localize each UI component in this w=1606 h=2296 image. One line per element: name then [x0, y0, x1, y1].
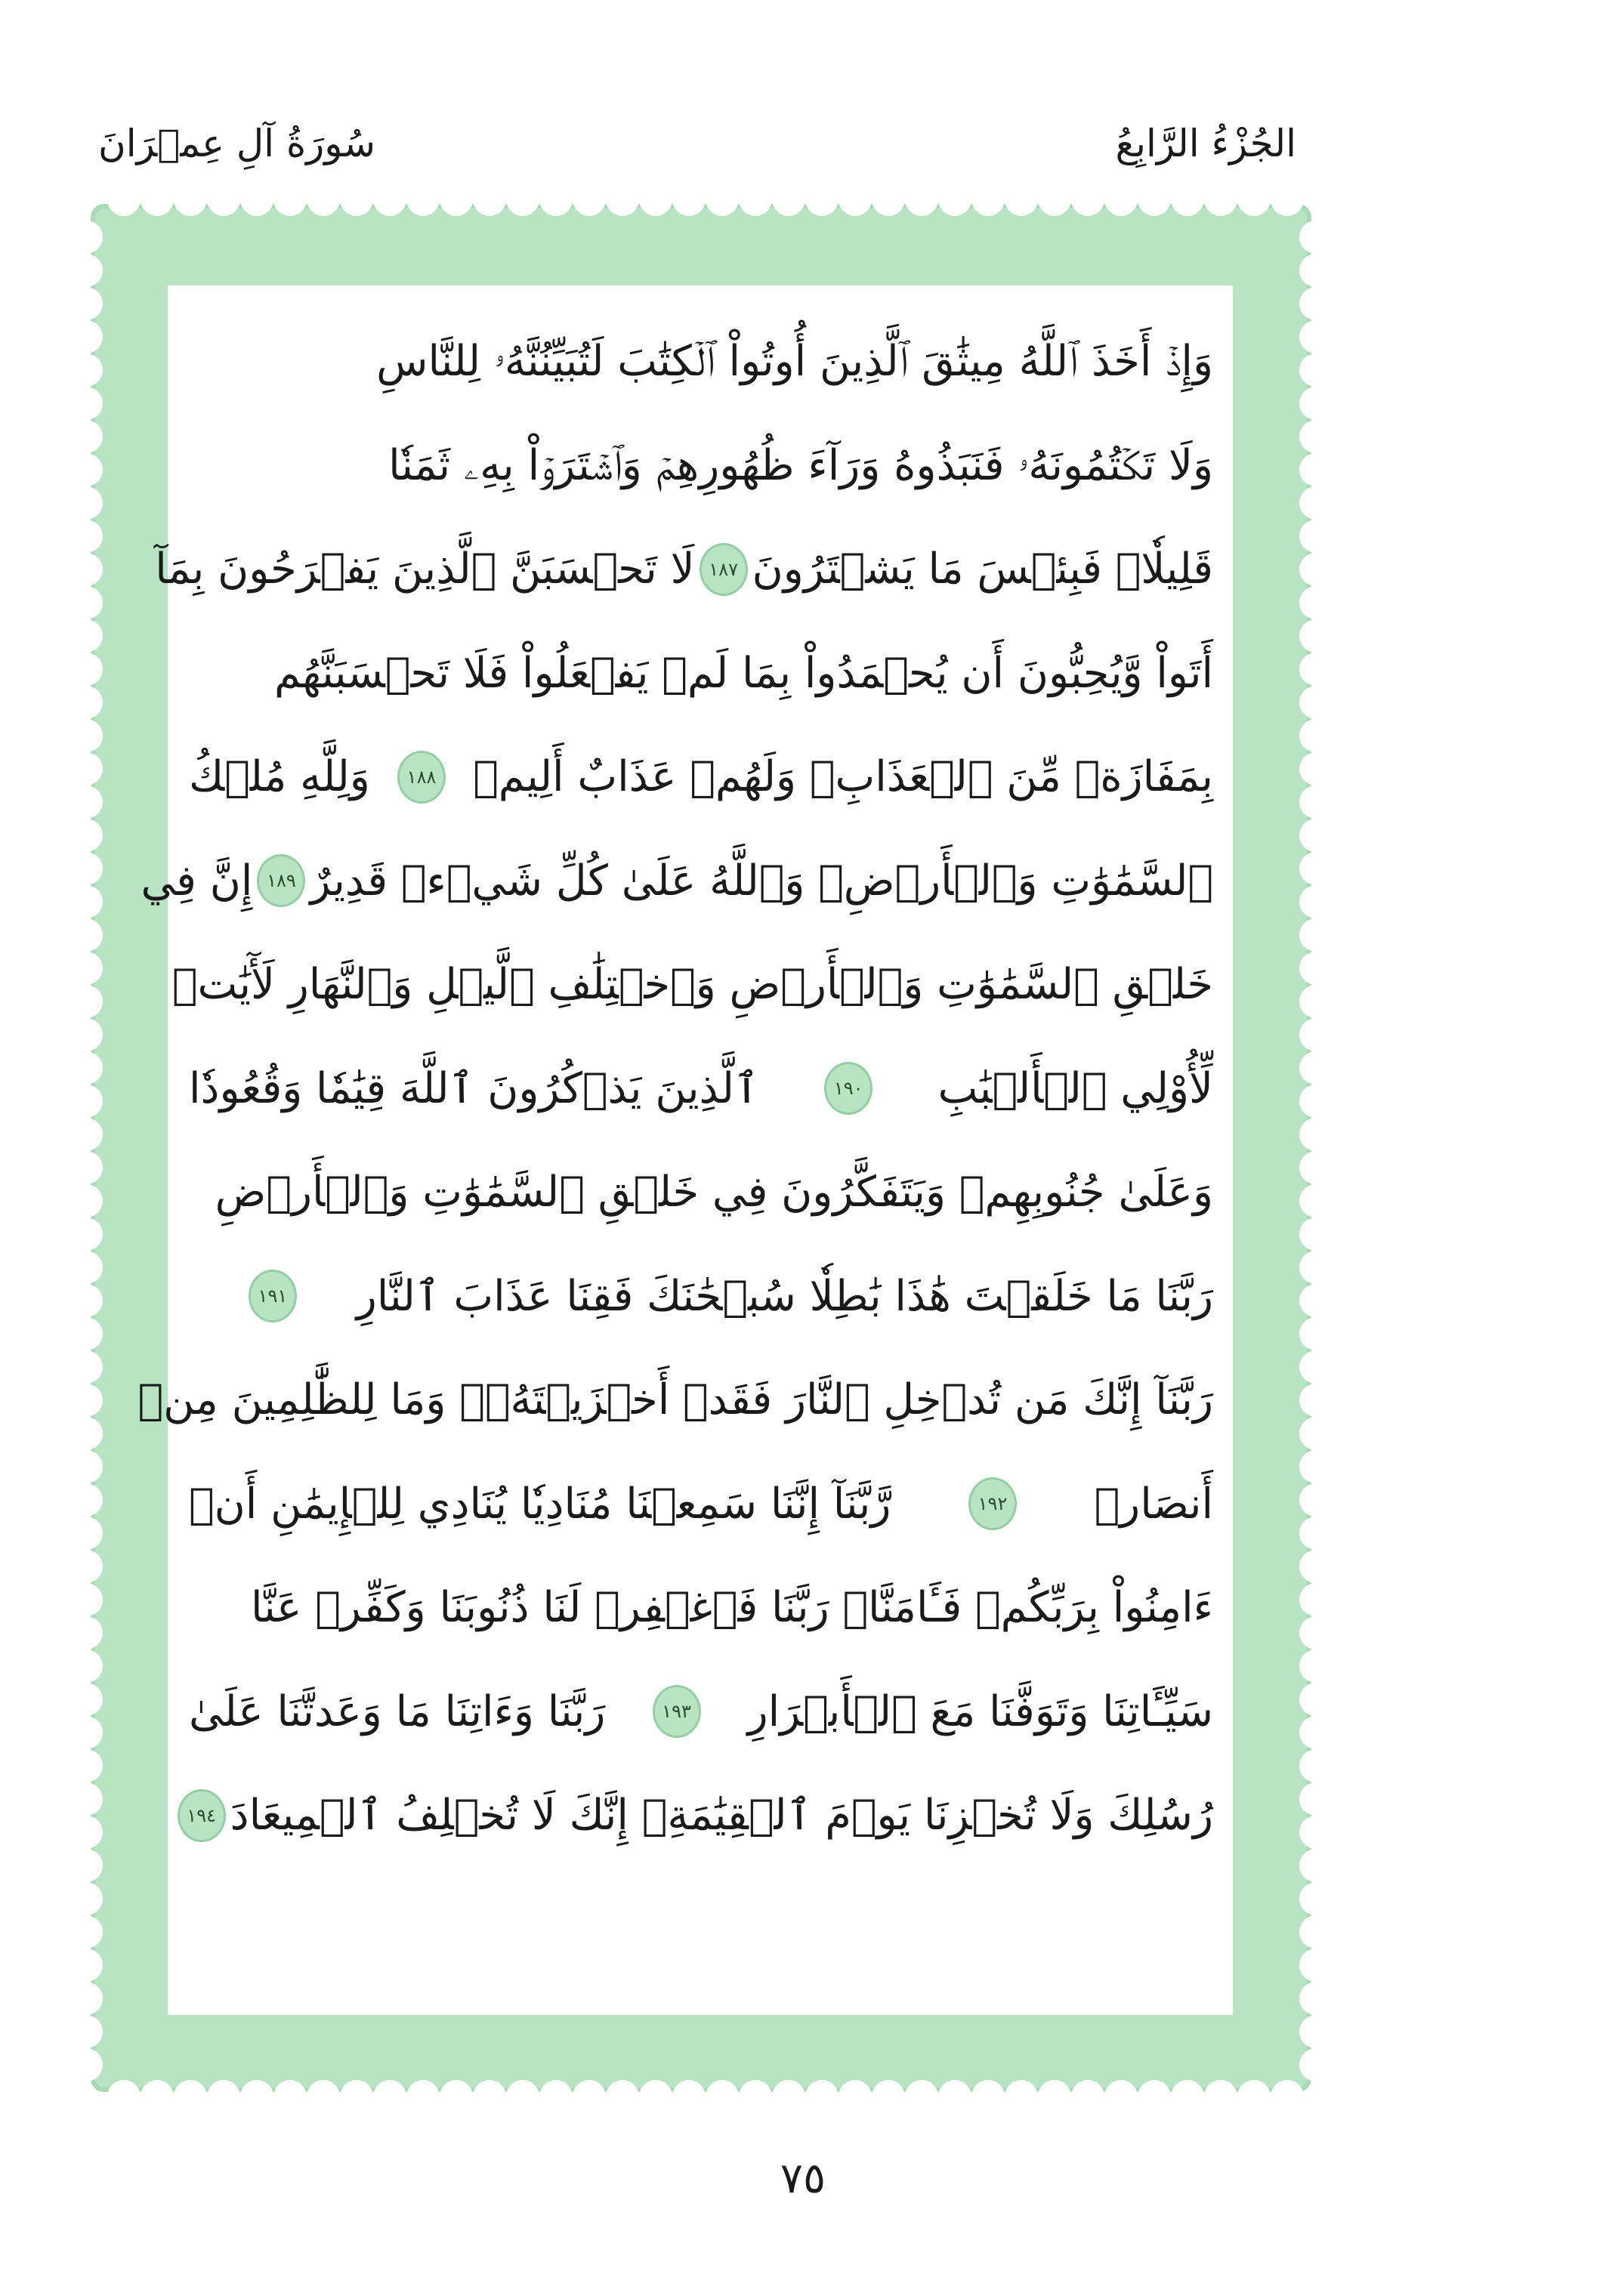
verse-text: رَبَّنَآ إِنَّكَ مَن تُدۡخِلِ ٱلنَّارَ فَقَدۡ أَخۡزَيۡتَهُۥۖ وَمَا لِلظَّٰلِمِينَ مِنۡ [137, 1375, 1213, 1424]
verse-text: سَيِّـَٔاتِنَا وَتَوَفَّنَا مَعَ ٱلۡأَبۡرَارِ [747, 1687, 1213, 1736]
verse-line [137, 1348, 1213, 1452]
ayah-number-marker: ١٩٠ [824, 1062, 872, 1115]
verse-text: رُسُلِكَ وَلَا تُخۡزِنَا يَوۡمَ ٱلۡقِيَٰمَةِۖ إِنَّكَ لَا تُخۡلِفُ ٱلۡمِيعَادَ [230, 1791, 1213, 1840]
verse-text: أَتَواْ وَّيُحِبُّونَ أَن يُحۡمَدُواْ بِمَا لَمۡ يَفۡعَلُواْ فَلَا تَحۡسَبَنَّهُم [273, 648, 1213, 698]
verse-line [189, 414, 1213, 518]
verse-text: وَعَلَىٰ جُنُوبِهِمۡ وَيَتَفَكَّرُونَ فِي خَلۡقِ ٱلسَّمَٰوَٰتِ وَٱلۡأَرۡضِ [215, 1168, 1213, 1217]
verse-text: ٱلسَّمَٰوَٰتِ وَٱلۡأَرۡضِۗ وَٱللَّهُ عَلَىٰ كُلِّ شَيۡءٖ قَدِيرٌ [310, 856, 1213, 906]
verse-text: رَبَّنَا وَءَاتِنَا مَا وَعَدتَّنَا عَلَىٰ [189, 1687, 606, 1736]
ayah-number-marker: ١٩٢ [968, 1477, 1017, 1530]
verse-text: لِّأُوْلِي ٱلۡأَلۡبَٰبِ [937, 1063, 1213, 1113]
verse-line [141, 829, 1213, 934]
ayah-number-marker: ١٨٩ [257, 854, 305, 907]
verse-line [189, 1037, 1213, 1141]
verse-line [189, 725, 1213, 829]
ayah-number-marker: ١٨٧ [700, 543, 748, 596]
ayah-number-marker: ١٩٤ [178, 1789, 226, 1842]
verse-line [189, 622, 1213, 726]
verse-text: لَا تَحۡسَبَنَّ ٱلَّذِينَ يَفۡرَحُونَ بِمَآ [155, 545, 695, 594]
verse-text: ءَامِنُواْ بِرَبِّكُمۡ فَـَٔامَنَّاۚ رَبَّنَا فَٱغۡفِرۡ لَنَا ذُنُوبَنَا وَكَفِّرۡ عَنَّا [251, 1583, 1213, 1632]
verse-text: إِنَّ فِي [141, 856, 253, 906]
verse-line [189, 1764, 1213, 1868]
verse-text: رَّبَّنَآ إِنَّنَا سَمِعۡنَا مُنَادِيٗا يُنَادِي لِلۡإِيمَٰنِ أَنۡ [189, 1479, 891, 1529]
verse-line [155, 517, 1213, 622]
verse-line [189, 310, 1213, 414]
verse-line [171, 933, 1213, 1037]
ayah-number-marker: ١٩٣ [653, 1685, 701, 1738]
verse-line [189, 1556, 1213, 1660]
verse-text: رَبَّنَا مَا خَلَقۡتَ هَٰذَا بَٰطِلٗا سُبۡحَٰنَكَ فَقِنَا عَذَابَ ٱلنَّارِ [356, 1271, 1213, 1321]
surah-title: سُورَةُ آلِ عِمۡرَانَ [98, 122, 376, 165]
ayah-number-marker: ١٩١ [249, 1270, 297, 1322]
verse-line [189, 1660, 1213, 1764]
verse-text: ٱلَّذِينَ يَذۡكُرُونَ ٱللَّهَ قِيَٰمٗا وَقُعُودٗا [189, 1063, 759, 1113]
verse-text: وَإِذۡ أَخَذَ ٱللَّهُ مِيثَٰقَ ٱلَّذِينَ أُوتُواْ ٱلۡكِتَٰبَ لَتُبَيِّنُنَّهُۥ لِلنَّاسِ [376, 337, 1213, 386]
verse-text: وَلَا تَكۡتُمُونَهُۥ فَنَبَذُوهُ وَرَآءَ ظُهُورِهِمۡ وَٱشۡتَرَوۡاْ بِهِۦ ثَمَنٗا [388, 440, 1213, 490]
verse-lines [137, 310, 1213, 1868]
verse-line [189, 1140, 1213, 1245]
verse-text: وَلِلَّهِ مُلۡكُ [189, 752, 370, 801]
verse-text: خَلۡقِ ٱلسَّمَٰوَٰتِ وَٱلۡأَرۡضِ وَٱخۡتِلَٰفِ ٱلَّيۡلِ وَٱلنَّهَارِ لَأٓيَٰتٖ [171, 960, 1213, 1009]
ayah-number-marker: ١٨٨ [397, 751, 446, 804]
verse-text: أَنصَارٖ [1094, 1479, 1213, 1529]
verse-line [189, 1452, 1213, 1557]
verse-text: قَلِيلٗاۖ فَبِئۡسَ مَا يَشۡتَرُونَ [752, 545, 1213, 594]
page-number: ٧٥ [780, 2154, 826, 2203]
verse-line [189, 1245, 1213, 1349]
juz-title: الجُزْءُ الرَّابِعُ [1115, 122, 1296, 165]
verse-text: بِمَفَازَةٖ مِّنَ ٱلۡعَذَابِۖ وَلَهُمۡ عَذَابٌ أَلِيمٞ [473, 752, 1213, 801]
